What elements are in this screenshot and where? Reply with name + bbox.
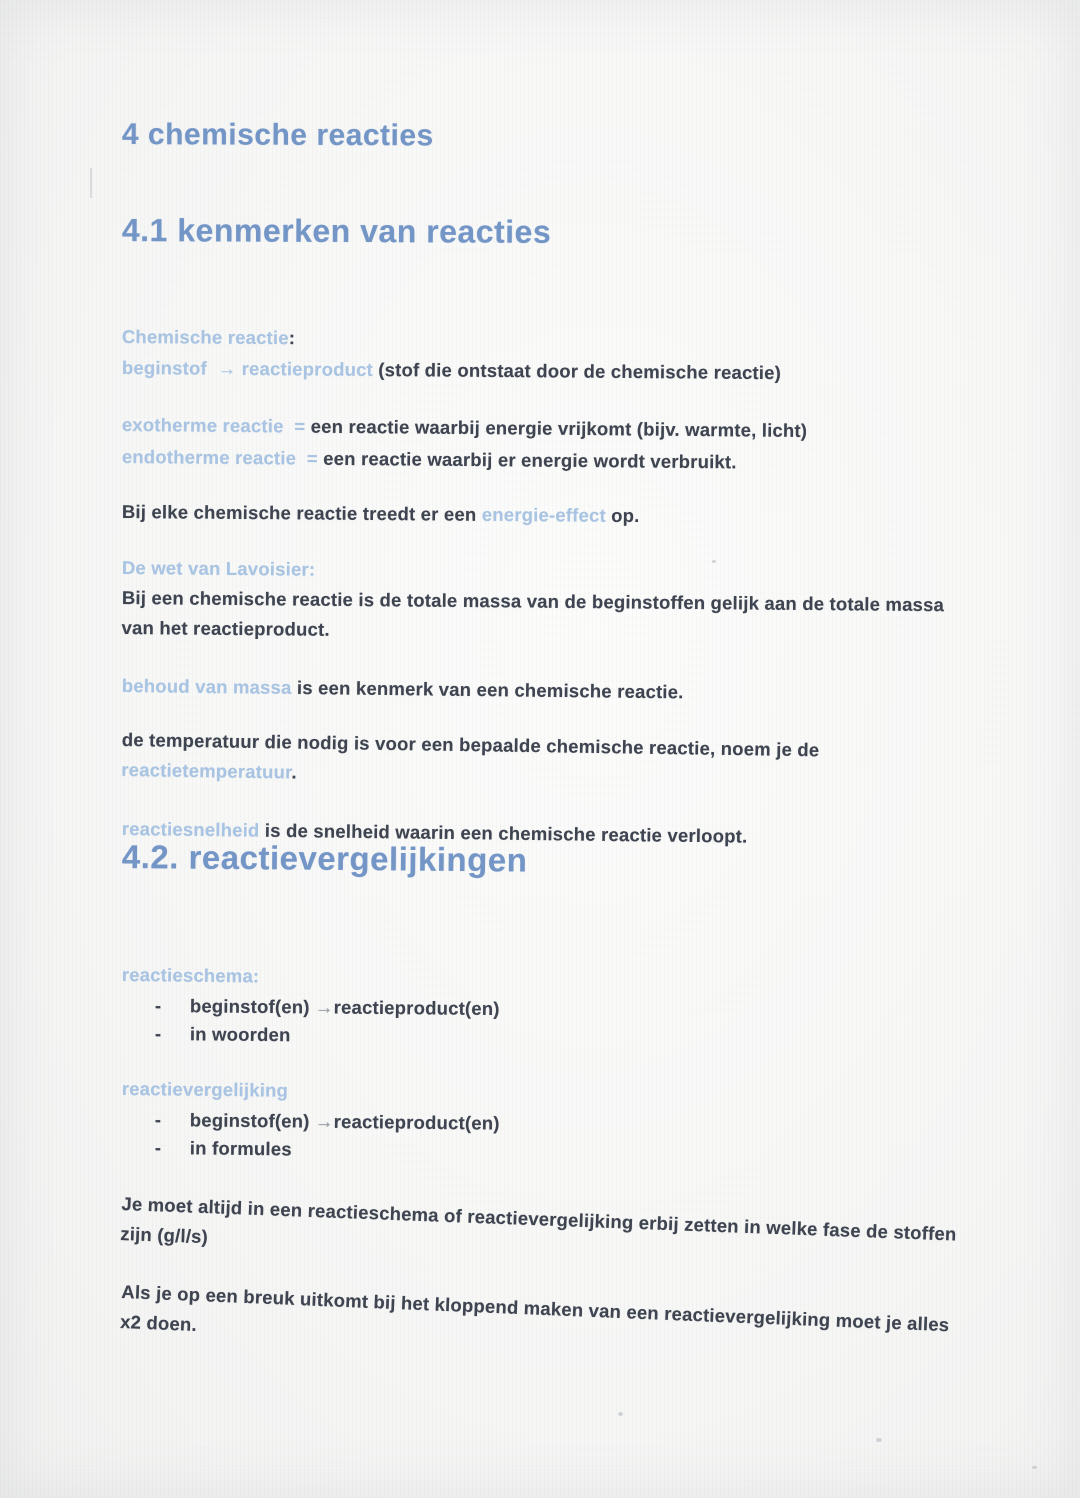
keyword-endotherme-reactie: endotherme reactie: [121, 445, 297, 469]
vergelijking-beginstof-text: beginstof(en): [189, 1108, 310, 1132]
reactiesnelheid-definition: is de snelheid waarin een chemische reactie verloopt.: [264, 819, 748, 847]
paper-speck: [618, 1412, 623, 1416]
temperatuur-pre-text: de temperatuur die nodig is voor een bepaalde chemische reactie, noem je de: [121, 728, 820, 760]
energie-pre-text: Bij elke chemische reactie treedt er een: [121, 500, 477, 525]
keyword-energie-effect: energie-effect: [481, 503, 606, 526]
energie-post-text: op.: [611, 504, 640, 526]
keyword-reactieschema: reactieschema:: [121, 963, 260, 986]
keyword-beginstof: beginstof: [121, 356, 208, 379]
chapter-title: 4 chemische reacties: [121, 118, 434, 153]
bullet-dash: -: [154, 1022, 162, 1044]
pencil-mark: [90, 168, 92, 198]
reactieschema-definition-line: [122, 353, 967, 390]
period: .: [291, 761, 298, 783]
reactieproduct-paren-text: (stof die ontstaat door de chemische reactie): [378, 358, 782, 383]
behoud-van-massa-line: [122, 671, 967, 711]
keyword-reactietemperatuur: reactietemperatuur: [121, 758, 292, 783]
breuk-paragraph: Als je op een breuk uitkomt bij het kloppend maken van een reactievergelijking moet je alles x2 doen.: [119, 1280, 950, 1335]
in-woorden-text: in woorden: [189, 1022, 291, 1045]
schema-beginstof-text: beginstof(en): [189, 994, 310, 1017]
keyword-wet-van-lavoisier: De wet van Lavoisier:: [121, 556, 316, 580]
paper-speck: [1032, 1466, 1037, 1469]
arrow-icon: →: [314, 1110, 334, 1132]
exotherme-line: [122, 410, 967, 447]
keyword-exotherme-reactie: exotherme reactie: [121, 413, 284, 436]
keyword-reactievergelijking: reactievergelijking: [121, 1077, 289, 1101]
behoud-definition: is een kenmerk van een chemische reactie.: [296, 676, 684, 702]
equals-sign: =: [294, 415, 306, 437]
bullet-dash: -: [154, 994, 162, 1016]
colon: :: [288, 326, 296, 348]
energie-effect-line: [122, 497, 967, 534]
chemische-reactie-label: [122, 322, 967, 358]
reactietemperatuur-paragraph: [121, 725, 957, 797]
keyword-reactieproduct: reactieproduct: [241, 357, 374, 380]
bullet-dash: -: [154, 1136, 162, 1158]
vergelijking-reactieproduct-text: reactieproduct(en): [333, 1110, 500, 1134]
section-4-1-title: 4.1 kenmerken van reacties: [121, 212, 552, 250]
arrow-icon: →: [314, 995, 334, 1018]
endotherme-line: [122, 442, 967, 479]
schema-reactieproduct-text: reactieproduct(en): [333, 996, 500, 1019]
exotherme-definition: een reactie waarbij energie vrijkomt (bijv. warmte, licht): [310, 415, 808, 441]
in-formules-text: in formules: [189, 1136, 292, 1159]
bullet-dash: -: [154, 1108, 162, 1130]
lavoisier-paragraph: Bij een chemische reactie is de totale massa van de beginstoffen gelijk aan de totale massa van het reactieproduct.: [121, 586, 945, 640]
section-4-2-title: 4.2. reactievergelijkingen: [121, 838, 528, 879]
endotherme-definition: een reactie waarbij er energie wordt verbruikt.: [323, 447, 737, 472]
fase-paragraph: Je moet altijd in een reactieschema of reactievergelijking erbij zetten in welke fase de stoffen zijn (g/l/s): [119, 1192, 957, 1247]
paper-speck: [876, 1438, 882, 1442]
keyword-reactiesnelheid: reactiesnelheid: [121, 817, 260, 841]
paper-speck: [712, 560, 716, 563]
keyword-chemische-reactie: Chemische reactie: [121, 325, 289, 348]
keyword-behoud-van-massa: behoud van massa: [121, 674, 292, 698]
equals-sign: =: [306, 447, 318, 469]
arrow-icon: →: [217, 357, 237, 379]
